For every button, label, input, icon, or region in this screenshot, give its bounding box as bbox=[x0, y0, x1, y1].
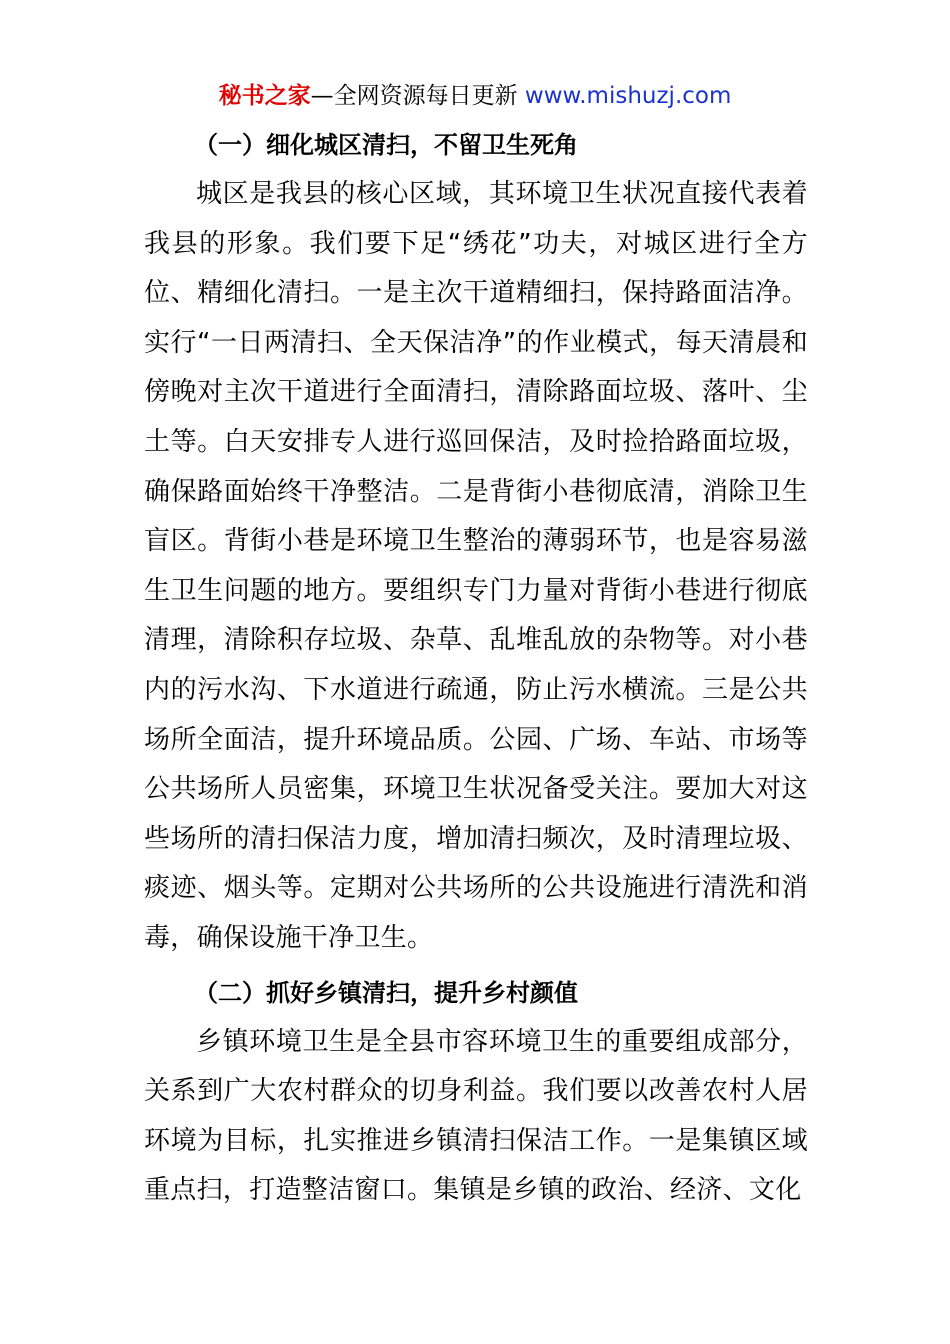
section-heading-1: （一）细化城区清扫，不留卫生死角 bbox=[194, 131, 578, 159]
banner-brand: 秘书之家 bbox=[218, 83, 311, 109]
document-body bbox=[144, 128, 808, 1216]
section-paragraph-2: 乡镇环境卫生是全县市容环境卫生的重要组成部分，关系到广大农村群众的切身利益。我们要以改善农村人居环境为目标，扎实推进乡镇清扫保洁工作。一是集镇区域重点扫，打造整洁窗口。集镇是乡镇的政治、经济、文化 bbox=[144, 1026, 808, 1206]
banner-url-link[interactable]: www.mishuzj.com bbox=[524, 83, 732, 109]
section-paragraph-1: 城区是我县的核心区域，其环境卫生状况直接代表着我县的形象。我们要下足“绣花”功夫，对城区进行全方位、精细化清扫。一是主次干道精细扫，保持路面洁净。实行“一日两清扫、全天保洁净”的作业模式，每天清晨和傍晚对主次干道进行全面清扫，清除路面垃圾、落叶、尘土等。白天安排专人进行巡回保洁，及时捡拾路面垃圾，确保路面始终干净整洁。二是背街小巷彻底清，消除卫生盲区。背街小巷是环境卫生整治的薄弱环节，也是容易滋生卫生问题的地方。要组织专门力量对背街小巷进行彻底清理，清除积存垃圾、杂草、乱堆乱放的杂物等。对小巷内的污水沟、下水道进行疏通，防止污水横流。三是公共场所全面洁，提升环境品质。公园、广场、车站、市场等公共场所人员密集，环境卫生状况备受关注。要加大对这些场所的清扫保洁力度，增加清扫频次，及时清理垃圾、痰迹、烟头等。定期对公共场所的公共设施进行清洗和消毒，确保设施干净卫生。 bbox=[144, 179, 808, 953]
banner-tagline: —全网资源每日更新 bbox=[310, 83, 518, 109]
site-banner bbox=[0, 80, 950, 112]
section-heading-2: （二）抓好乡镇清扫，提升乡村颜值 bbox=[194, 978, 578, 1007]
